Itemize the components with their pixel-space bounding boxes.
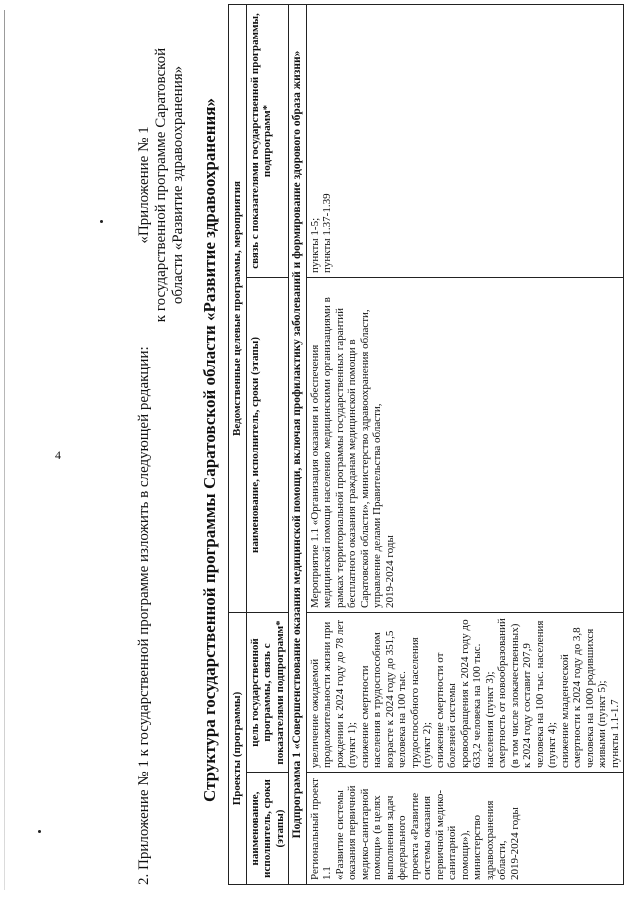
- header-col-name-2: наименование, исполнитель, сроки (этапы): [246, 277, 289, 612]
- header-col-goal: цель государственной программы, связь с показателями подпрограмм*: [246, 612, 289, 772]
- table-group-header-row: [229, 4, 247, 884]
- table-row: [306, 4, 624, 884]
- scan-dot: [100, 220, 103, 223]
- program-structure-table: [228, 4, 624, 885]
- group-header-projects: Проекты (программы): [229, 612, 247, 884]
- scan-dot: [38, 830, 41, 833]
- group-header-departmental: Ведомственные целевые программы, мероприятия: [229, 4, 247, 612]
- appendix-line-3: области «Развитие здравоохранения»: [170, 65, 186, 305]
- appendix-line-1: «Приложение № 1: [136, 126, 152, 244]
- intro-text: 2. Приложение № 1 к государственной программе изложить в следующей редакции:: [136, 346, 152, 885]
- cell-project: Региональный проект 1.1 «Развитие системы оказания первичной медико-санитарной помощи» (в целях выполнения задач федерального проекта «Развитие системы оказания первичной медико-санитарной помощи»), министерство здравоохранения области, 2019-2024 годы: [306, 773, 624, 885]
- page-number: 4: [55, 448, 61, 462]
- cell-measure: Мероприятие 1.1 «Организация оказания и обеспечения медицинской помощи населению медицинскими организациями в рамках территориальной программы государственных гарантий бесплатного оказания гражданам медицинской помощи в Саратовской области», министерство здравоохранения области, управление делами Правительства области, 2019-2024 годы: [306, 277, 624, 612]
- appendix-line-2: к государственной программе Саратовской: [153, 47, 169, 323]
- cell-indicators: пункты 1-5; пункты 1.37-1.39: [306, 4, 624, 277]
- subprogram-row: [289, 4, 307, 884]
- cell-goal: увеличение ожидаемой продолжительности жизни при рождении к 2024 году до 78 лет (пункт 1); снижение смертности населения в трудоспособном возрасте к 2024 году до 351,5 человека на 100 тыс. трудоспособного населения (пункт 2); снижение смертности от болезней системы кровообращения к 2024 году до 633,2 человека на 100 тыс. населения (пункт 3); смертность от новообразований (в том числе злокачественных) к 2024 году составит 207,9 человека на 100 тыс. населения (пункт 4); снижение младенческой смертности к 2024 году до 3,8 человека на 1000 родившихся живыми (пункт 5); пункты 1.1-1.7: [306, 612, 624, 772]
- header-col-link: связь с показателями государственной программы, подпрограмм*: [246, 4, 289, 277]
- document-title: Структура государственной программы Саратовской области «Развитие здравоохранения»: [200, 98, 219, 802]
- table-header-row: [246, 4, 289, 884]
- subprogram-title: Подпрограмма 1 «Совершенствование оказания медицинской помощи, включая профилактику заболеваний и формирование здорового образа жизни»: [289, 4, 307, 884]
- header-col-name: наименование, исполнитель, сроки (этапы): [246, 773, 289, 885]
- appendix-heading: [136, 25, 187, 345]
